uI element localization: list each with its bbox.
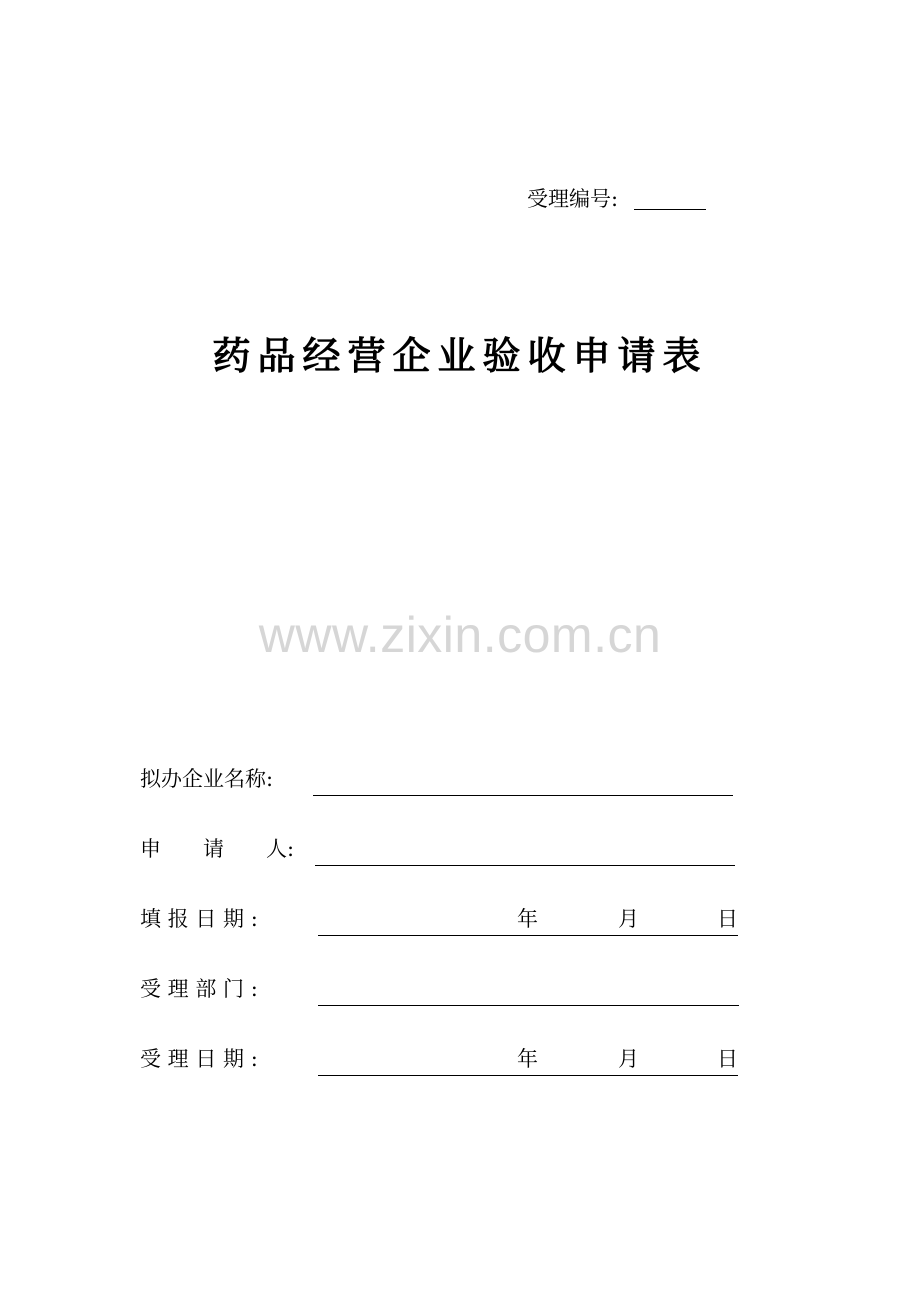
applicant-blank[interactable] (315, 865, 735, 866)
watermark-text: www.zixin.com.cn (258, 607, 662, 663)
accept-date-month: 月 (618, 1047, 639, 1071)
accept-dept-label: 受 理 部 门 : (140, 977, 258, 1001)
accept-number-label: 受理编号: (527, 187, 619, 211)
fill-date-label: 填 报 日 期 : (140, 907, 258, 931)
fill-date-field (140, 902, 740, 936)
applicant-field (140, 832, 740, 866)
company-name-blank[interactable] (313, 795, 733, 796)
company-name-field (140, 762, 740, 796)
form-title: 药品经营企业验收申请表 (212, 334, 708, 378)
accept-dept-field (140, 972, 740, 1006)
applicant-label: 申 请 人: (140, 837, 295, 861)
accept-number (527, 184, 706, 214)
company-name-label: 拟办企业名称: (140, 767, 274, 791)
accept-date-year: 年 (517, 1047, 538, 1071)
accept-number-blank[interactable] (634, 187, 706, 210)
fill-date-day: 日 (717, 907, 738, 931)
accept-date-day: 日 (717, 1047, 738, 1071)
accept-date-field (140, 1042, 740, 1076)
accept-date-blank[interactable] (318, 1075, 738, 1076)
fill-date-year: 年 (517, 907, 538, 931)
accept-dept-blank[interactable] (318, 1005, 739, 1006)
fill-date-month: 月 (618, 907, 639, 931)
accept-date-label: 受 理 日 期 : (140, 1047, 258, 1071)
fill-date-blank[interactable] (318, 935, 738, 936)
